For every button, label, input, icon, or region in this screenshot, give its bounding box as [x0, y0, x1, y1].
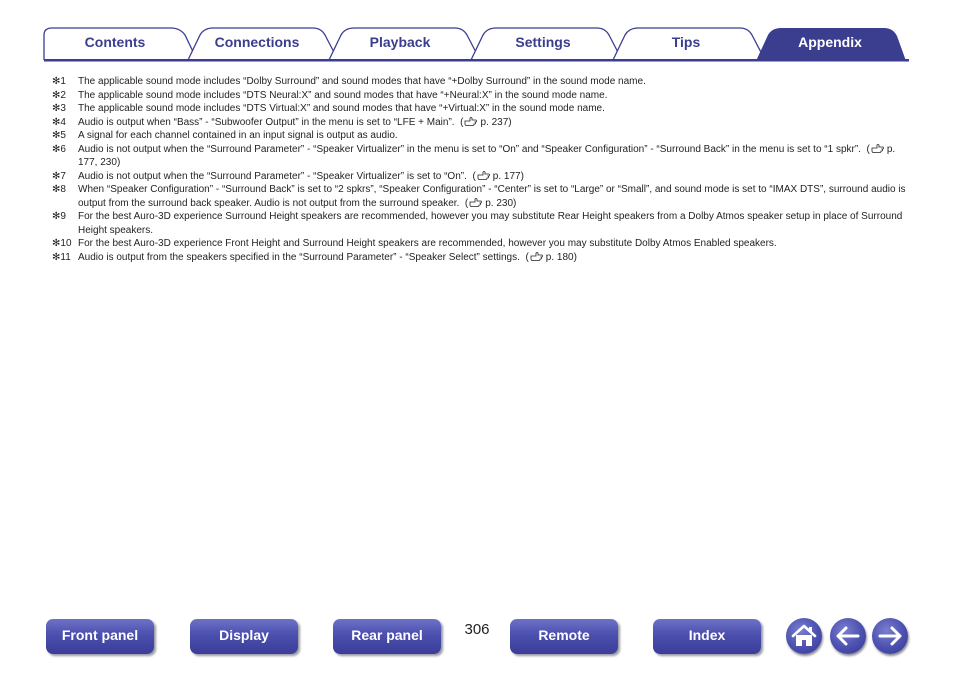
- page-reference[interactable]: p. 177, 230: [78, 143, 896, 168]
- home-button[interactable]: [786, 618, 822, 654]
- page-reference-icon: [469, 198, 483, 207]
- back-arrow-icon: [830, 618, 866, 654]
- footnote-mark: ✻2: [52, 89, 66, 101]
- home-icon: [786, 618, 822, 654]
- footnote-mark: ✻1: [52, 76, 66, 87]
- display-button[interactable]: Display: [190, 619, 298, 654]
- footnote-mark: ✻5: [52, 130, 66, 141]
- tab-settings[interactable]: Settings: [515, 34, 571, 50]
- footnote-text: The applicable sound mode includes “DTS Virtual:X” and sound modes that have “+Virtual:X” in the sound mode name.: [78, 103, 605, 114]
- footnote-mark: ✻10: [52, 238, 72, 249]
- footnote-text: The applicable sound mode includes “DTS Neural:X” and sound modes that have “+Neural:X” in the sound mode name.: [78, 89, 608, 101]
- page-reference[interactable]: p. 180: [545, 251, 574, 263]
- footnote-item: [52, 237, 912, 251]
- footnote-mark: ✻6: [52, 143, 66, 155]
- footnote-text: Audio is not output when the “Surround Parameter” - “Speaker Virtualizer” in the menu is set to “On” and “Speaker Configuration” - “Surround Back” in the menu is set to “1 spkr”. ( p. 177, 230): [78, 143, 896, 168]
- page-reference[interactable]: p. 237: [480, 116, 509, 128]
- footnote-item: [52, 170, 912, 184]
- footnote-item: [52, 210, 912, 237]
- footnote-mark: ✻7: [52, 170, 66, 182]
- page-reference[interactable]: p. 230: [485, 197, 514, 209]
- footnote-item: [52, 116, 912, 130]
- footnote-text: Audio is output when “Bass” - “Subwoofer Output” in the menu is set to “LFE + Main”. ( p. 237): [78, 116, 512, 128]
- page-reference[interactable]: p. 177: [492, 170, 521, 182]
- footnote-text: Audio is output from the speakers specified in the “Surround Parameter” - “Speaker Select” settings. ( p. 180): [78, 251, 577, 263]
- page-reference-icon: [530, 252, 544, 261]
- tab-contents[interactable]: Contents: [84, 34, 146, 50]
- page-reference-icon: [477, 171, 491, 180]
- page-reference-icon: [871, 144, 885, 153]
- footnote-item: [52, 75, 912, 89]
- footnote-mark: ✻9: [52, 211, 66, 222]
- footnote-list: [52, 75, 912, 264]
- rear-panel-button[interactable]: Rear panel: [333, 619, 441, 654]
- footnote-item: [52, 251, 912, 265]
- page-number: 306: [464, 621, 490, 638]
- top-tab-bar: [0, 0, 954, 64]
- footnote-item: [52, 183, 912, 210]
- tab-connections[interactable]: Connections: [214, 34, 300, 50]
- footnote-item: [52, 143, 912, 170]
- forward-arrow-icon: [872, 618, 908, 654]
- footnote-item: [52, 102, 912, 116]
- footnote-text: The applicable sound mode includes “Dolby Surround” and sound modes that have “+Dolby Surround” in the sound mode name.: [78, 76, 646, 87]
- page-reference-icon: [464, 117, 478, 126]
- front-panel-button[interactable]: Front panel: [46, 619, 154, 654]
- footnote-mark: ✻11: [52, 251, 71, 263]
- tab-tips[interactable]: Tips: [671, 34, 701, 50]
- footnote-mark: ✻4: [52, 116, 66, 128]
- tab-bar-outline: [0, 0, 954, 64]
- footnote-text: When “Speaker Configuration” - “Surround Back” is set to “2 spkrs”, “Speaker Configuration” - “Center” is set to “Large” or “Small”, and sound mode is set to “IMAX DTS”, surround audio is output from the surround back speaker. Audio is not output from the surround speaker. ( p. 230): [78, 184, 906, 209]
- footnote-item: [52, 89, 912, 103]
- footnote-text: Audio is not output when the “Surround Parameter” - “Speaker Virtualizer” is set to “On”. ( p. 177): [78, 170, 524, 182]
- footnote-text: A signal for each channel contained in an input signal is output as audio.: [78, 130, 398, 141]
- footnote-item: [52, 129, 912, 143]
- forward-button[interactable]: [872, 618, 908, 654]
- footnote-mark: ✻8: [52, 184, 66, 195]
- index-button[interactable]: Index: [653, 619, 761, 654]
- footnote-text: For the best Auro-3D experience Surround Height speakers are recommended, however you may substitute Rear Height speakers from a Dolby Atmos speaker setup in place of Surround Height speakers.: [78, 211, 903, 236]
- tab-playback[interactable]: Playback: [369, 34, 431, 50]
- remote-button[interactable]: Remote: [510, 619, 618, 654]
- back-button[interactable]: [830, 618, 866, 654]
- footnote-text: For the best Auro-3D experience Front Height and Surround Height speakers are recommended, however you may substitute Dolby Atmos Enabled speakers.: [78, 238, 777, 249]
- tab-appendix[interactable]: Appendix: [798, 34, 862, 50]
- footnote-mark: ✻3: [52, 103, 66, 114]
